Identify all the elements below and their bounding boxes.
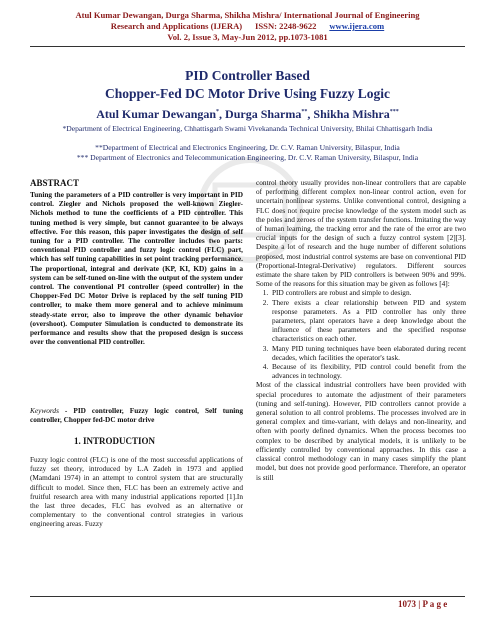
footer-rule	[30, 596, 465, 597]
paper-title-line1: PID Controller Based	[185, 68, 310, 83]
author-1-mark: *	[216, 109, 220, 115]
list-item: 3. Many PID tuning techniques have been elaborated during recent decades, which facilities the operator's task.	[270, 344, 466, 362]
right-column	[256, 178, 466, 482]
right-paragraph-1: control theory usually provides non-linear controllers that are capable of performing different complex non-linear control action, even for uncertain nonlinear systems. Unlike conventional control, designing a FLC does not require precise knowledge of the system model such as the poles and zeroes of the system transfer functions. Imitating the way of human learning, the tracking error and the rate of the error are two crucial inputs for the design of such a fuzzy control system [2][3]. Despite a lot of research and the huge number of different solutions proposed, most industrial control systems are base on conventional PID (Proportional-Integral-Derivative) regulators. Different sources estimate the share taken by PID controllers is between 90% and 99%. Some of the reasons for this situation may be given as follows [4]:	[256, 178, 466, 289]
affiliation-1: *Department of Electrical Engineering, Chhattisgarh Swami Vivekananda Technical University, Bhilai Chhattisgarh India	[62, 124, 433, 133]
affiliation-3: *** Department of Electronics and Telecommunication Engineering, Dr. C.V. Raman University, Bilaspur, India	[76, 153, 419, 162]
header-volume-line: Vol. 2, Issue 3, May-Jun 2012, pp.1073-1081	[167, 32, 328, 42]
keywords	[30, 406, 243, 424]
keywords-text: - PID controller, Fuzzy logic control, Self tuning controller, Chopper fed-DC motor drive	[30, 406, 243, 425]
journal-header	[0, 10, 495, 43]
author-2-mark: **	[301, 109, 308, 115]
page-number: 1073 | P a g e	[398, 599, 448, 609]
introduction-heading: 1. INTRODUCTION	[74, 436, 156, 446]
abstract-body: Tuning the parameters of a PID controller is very important in PID control. Ziegler and Nichols proposed the well-known Ziegler-Nichols method to tune the coefficients of a PID controller. This tuning method is very simple, but cannot guarantee to be always effective. For this reason, this paper investigates the design of self tuning for a PID controller. The controller includes two parts: conventional PID controller and fuzzy logic control (FLC) part, which has self tuning capabilities in set point tracking performance. The proportional, integral and derivate (KP, KI, KD) gains in a system can be self-tuned on-line with the output of the system under control. The conventional PI controller (speed controller) in the Chopper-Fed DC Motor Drive is replaced by the self tuning PID controller, to make them more general and to achieve minimum steady-state error, also to improve the other dynamic behavior (overshoot). Computer Simulation is conducted to demonstrate its performance and results show that the proposed design is success over the conventional PID controller.	[30, 190, 243, 347]
author-1: Atul Kumar Dewangan	[96, 107, 217, 121]
right-paragraph-2: Most of the classical industrial controllers have been provided with special procedures to automate the adjustment of their parameters (tuning and self-tuning). However, PID controllers cannot provide a general solution to all control problems. The processes involved are in general complex and time-variant, with delays and non-linearity, and often with poorly defined dynamics. When the process becomes too complex to be described by analytical models, it is unlikely to be efficiently controlled by conventional approaches. In this case a classical control methodology can in many cases simplify the plant model, but does not provide good performance. Therefore, an operator is still	[256, 380, 466, 482]
author-list	[0, 107, 495, 122]
introduction-paragraph: Fuzzy logic control (FLC) is one of the most successful applications of fuzzy set theory, introduced by L.A Zadeh in 1973 and applied (Mamdani 1974) in an attempt to control system that are structurally difficult to model. Since then, FLC has been an extremely active and fruitful research area with many industrial applications reported [1].In the last three decades, FLC has evolved as an alternative or complementary to the conventional control strategies in various engineering areas. Fuzzy	[30, 455, 243, 529]
list-item: 1. PID controllers are robust and simple to design.	[270, 288, 466, 297]
list-item: 2. There exists a clear relationship between PID and system response parameters. As a PID controller has only three parameters, plant operators have a deep knowledge about the influence of these parameters and the specified response characteristics on each other.	[270, 298, 466, 344]
abstract-heading: ABSTRACT	[30, 178, 80, 188]
paper-title-line2: Chopper-Fed DC Motor Drive Using Fuzzy Logic	[105, 86, 390, 101]
author-2: , Durga Sharma	[219, 107, 302, 121]
header-rule	[30, 46, 465, 47]
pid-reasons-list	[256, 288, 466, 380]
journal-website-link[interactable]: www.ijera.com	[329, 21, 385, 31]
affiliation-2: **Department of Electrical and Electronics Engineering, Dr. C.V. Raman University, Bilaspur, India	[95, 143, 400, 152]
keywords-label: Keywords	[30, 406, 59, 415]
header-issn-line	[0, 21, 495, 32]
author-3-mark: ***	[389, 109, 399, 115]
list-item: 4. Because of its flexibility, PID control could benefit from the advances in technology.	[270, 362, 466, 380]
header-authors-journal: Atul Kumar Dewangan, Durga Sharma, Shikha Mishra/ International Journal of Engineering	[75, 10, 420, 20]
header-issn-text: Research and Applications (IJERA) ISSN: 2248-9622	[110, 21, 330, 31]
author-3: , Shikha Mishra	[307, 107, 390, 121]
